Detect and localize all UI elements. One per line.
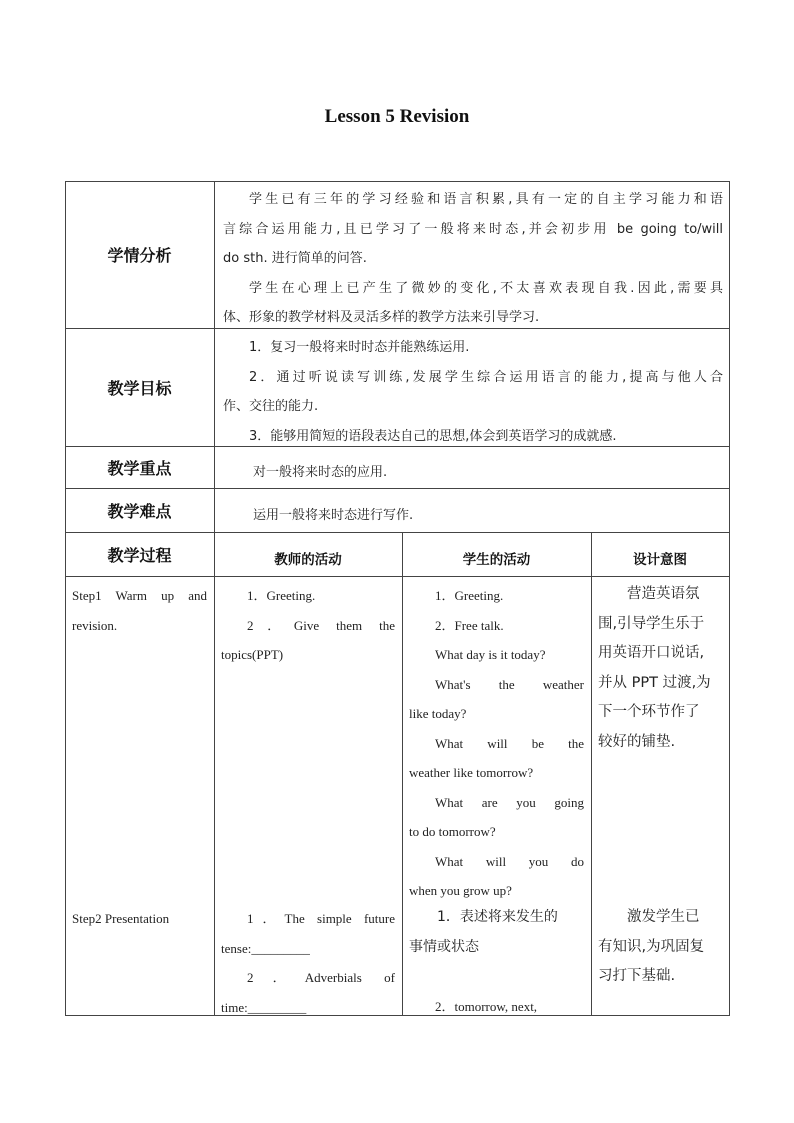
activity-line: 2．tomorrow, next,	[435, 998, 538, 1014]
column-header-teacher: 教师的活动	[274, 552, 342, 568]
goal-item: 3．能够用简短的语段表达自己的思想,体会到英语学习的成就感.	[249, 428, 617, 444]
row-label-goals: 教学目标	[107, 379, 172, 398]
column-header-design: 设计意图	[633, 552, 687, 568]
goal-item: 作、交往的能力.	[223, 399, 319, 414]
design-intent	[598, 903, 724, 992]
activity-line: 2．Give them the	[247, 617, 395, 633]
column-header-student: 学生的活动	[462, 552, 531, 568]
process-column-divider	[402, 532, 403, 1016]
student-activity	[409, 903, 584, 1021]
row-label-process: 教学过程	[107, 546, 172, 565]
activity-line: 2．Adverbials of	[247, 970, 395, 985]
row-label-key-point: 教学重点	[107, 459, 172, 478]
activity-line: 1．表述将来发生的	[437, 909, 558, 925]
step-name-line: Step1 Warm up and	[72, 588, 207, 603]
row-divider	[65, 488, 730, 489]
analysis-text	[223, 185, 723, 333]
activity-line: What will be the	[435, 735, 584, 751]
analysis-line: do sth. 进行简单的问答.	[223, 251, 367, 266]
table-border-top	[65, 181, 730, 182]
design-line: 并从 PPT 过渡,为	[598, 674, 711, 691]
design-line: 围,引导学生乐于	[598, 615, 705, 632]
analysis-line: 体、形象的教学材料及灵活多样的教学方法来引导学习.	[223, 310, 540, 325]
design-line: 营造英语氛	[627, 586, 700, 602]
design-line: 有知识,为巩固复	[598, 938, 705, 955]
analysis-line: 言综合运用能力,且已学习了一般将来时态,并会初步用 be going to/will	[223, 221, 723, 237]
activity-line: to do tomorrow?	[409, 824, 496, 839]
teacher-activity	[221, 581, 395, 670]
analysis-line: 学生已有三年的学习经验和语言积累,具有一定的自主学习能力和语	[249, 192, 723, 207]
student-activity	[409, 581, 584, 906]
activity-line: What's the weather	[435, 676, 584, 692]
design-line: 激发学生已	[627, 909, 700, 925]
design-intent	[598, 580, 724, 757]
activity-line: weather like tomorrow?	[409, 765, 534, 780]
activity-line: 1．The simple future	[247, 911, 395, 926]
page-title: Lesson 5 Revision	[324, 106, 470, 127]
goal-item: 2．通过听说读写训练,发展学生综合运用语言的能力,提高与他人合	[249, 369, 723, 385]
analysis-line: 学生在心理上已产生了微妙的变化,不太喜欢表现自我.因此,需要具	[249, 280, 723, 296]
table-border-right	[729, 181, 730, 1016]
activity-line: 2．Free talk.	[435, 617, 504, 633]
row-label-analysis: 学情分析	[107, 246, 172, 265]
activity-line: like today?	[409, 706, 467, 721]
activity-line: time:_________	[221, 999, 307, 1015]
design-line: 较好的铺垫.	[598, 733, 676, 750]
step-name-line: revision.	[72, 617, 118, 633]
activity-line: What are you going	[435, 794, 584, 810]
activity-line: 1．Greeting.	[247, 588, 316, 603]
step-name	[72, 581, 207, 640]
key-point-text: 对一般将来时态的应用.	[253, 465, 388, 480]
design-line: 用英语开口说话,	[598, 645, 705, 661]
difficult-point-text: 运用一般将来时态进行写作.	[253, 508, 414, 523]
row-label-difficult-point: 教学难点	[107, 502, 172, 521]
table-border-bottom	[65, 1015, 730, 1016]
row-divider	[65, 576, 730, 577]
goals-text	[223, 333, 723, 451]
label-column-divider	[214, 181, 215, 1016]
activity-line: 1．Greeting.	[435, 588, 504, 603]
teacher-activity	[221, 904, 395, 1022]
step-name	[72, 904, 207, 934]
activity-line: What day is it today?	[435, 647, 546, 662]
blank-line	[409, 962, 584, 992]
activity-line: when you grow up?	[409, 883, 512, 898]
activity-line: tense:_________	[221, 940, 310, 956]
table-border-left	[65, 181, 66, 1016]
activity-line: 事情或状态	[409, 938, 479, 955]
design-line: 下一个环节作了	[598, 704, 700, 720]
activity-line: What will you do	[435, 853, 584, 869]
step-name-line: Step2 Presentation	[72, 911, 170, 926]
goal-item: 1．复习一般将来时时态并能熟练运用.	[249, 340, 470, 355]
row-divider	[65, 532, 730, 533]
design-line: 习打下基础.	[598, 968, 676, 984]
activity-line: topics(PPT)	[221, 647, 284, 662]
process-column-divider	[591, 532, 592, 1016]
